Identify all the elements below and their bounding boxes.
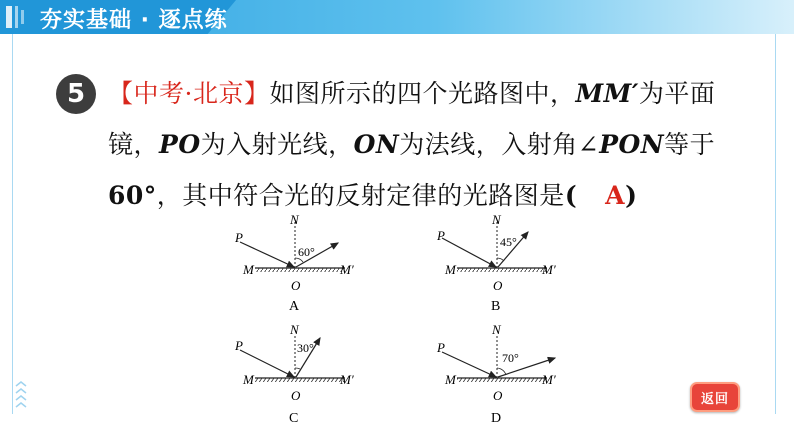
label-m-prime: M′ (542, 372, 556, 387)
answer-bracket-open: ( (564, 181, 578, 210)
label-n: N (492, 322, 501, 337)
label-o: O (493, 278, 503, 293)
angle-label: 60° (298, 245, 315, 259)
diagram-c (234, 322, 354, 426)
diagram-id: B (491, 299, 501, 314)
diagram-d (436, 322, 556, 426)
label-p: P (437, 340, 445, 355)
text-segment: 为入射光线， (200, 130, 354, 159)
label-p: P (235, 338, 243, 353)
angle-value: 60° (108, 181, 157, 210)
mirror-label: MM′ (575, 79, 639, 108)
label-m-prime: M′ (542, 262, 556, 277)
label-n: N (492, 212, 501, 227)
ray-label: PO (159, 130, 201, 159)
text-segment: 为法线，入射角∠ (399, 130, 600, 159)
answer-text: A (605, 181, 626, 210)
text-segment: 为平面 (638, 79, 716, 108)
question-text (108, 68, 758, 221)
text-segment: ，其中符合光的反射定律的光路图是 (156, 181, 565, 210)
question-line-2 (108, 119, 758, 170)
text-segment: 等于 (664, 130, 716, 159)
answer-bracket-close: ) (625, 181, 638, 210)
label-p: P (437, 228, 445, 243)
scroll-indicator-icon (14, 380, 28, 410)
angle-label: 30° (297, 341, 314, 355)
diagram-id: A (289, 299, 300, 314)
normal-label: ON (353, 130, 400, 159)
text-segment: 如图所示的四个光路图中， (269, 79, 576, 108)
label-m: M (445, 372, 456, 387)
section-title: 夯实基础 · 逐点练 (40, 8, 228, 33)
angle-label: 70° (502, 351, 519, 365)
label-m: M (445, 262, 456, 277)
angle-label: 45° (500, 235, 517, 249)
diagram-id: C (289, 411, 299, 426)
label-m-prime: M′ (340, 372, 354, 387)
question-line-1 (108, 68, 758, 119)
label-m-prime: M′ (340, 262, 354, 277)
right-divider (775, 34, 776, 414)
header-decoration-icon (6, 6, 34, 28)
diagram-id: D (491, 411, 502, 426)
label-n: N (290, 212, 299, 227)
label-m: M (243, 372, 254, 387)
source-tag: 【中考·北京】 (108, 79, 270, 108)
label-o: O (291, 278, 301, 293)
left-divider (12, 34, 13, 414)
label-n: N (290, 322, 299, 337)
label-o: O (493, 388, 503, 403)
ray-diagrams-figure (210, 210, 580, 430)
question-number-badge: 5 (56, 74, 96, 114)
label-o: O (291, 388, 301, 403)
text-segment: 镜， (108, 130, 160, 159)
diagram-a (234, 212, 354, 314)
back-button[interactable]: 返回 (690, 382, 740, 412)
label-p: P (235, 230, 243, 245)
label-m: M (243, 262, 254, 277)
angle-label: PON (599, 130, 665, 159)
diagram-b (436, 212, 556, 314)
